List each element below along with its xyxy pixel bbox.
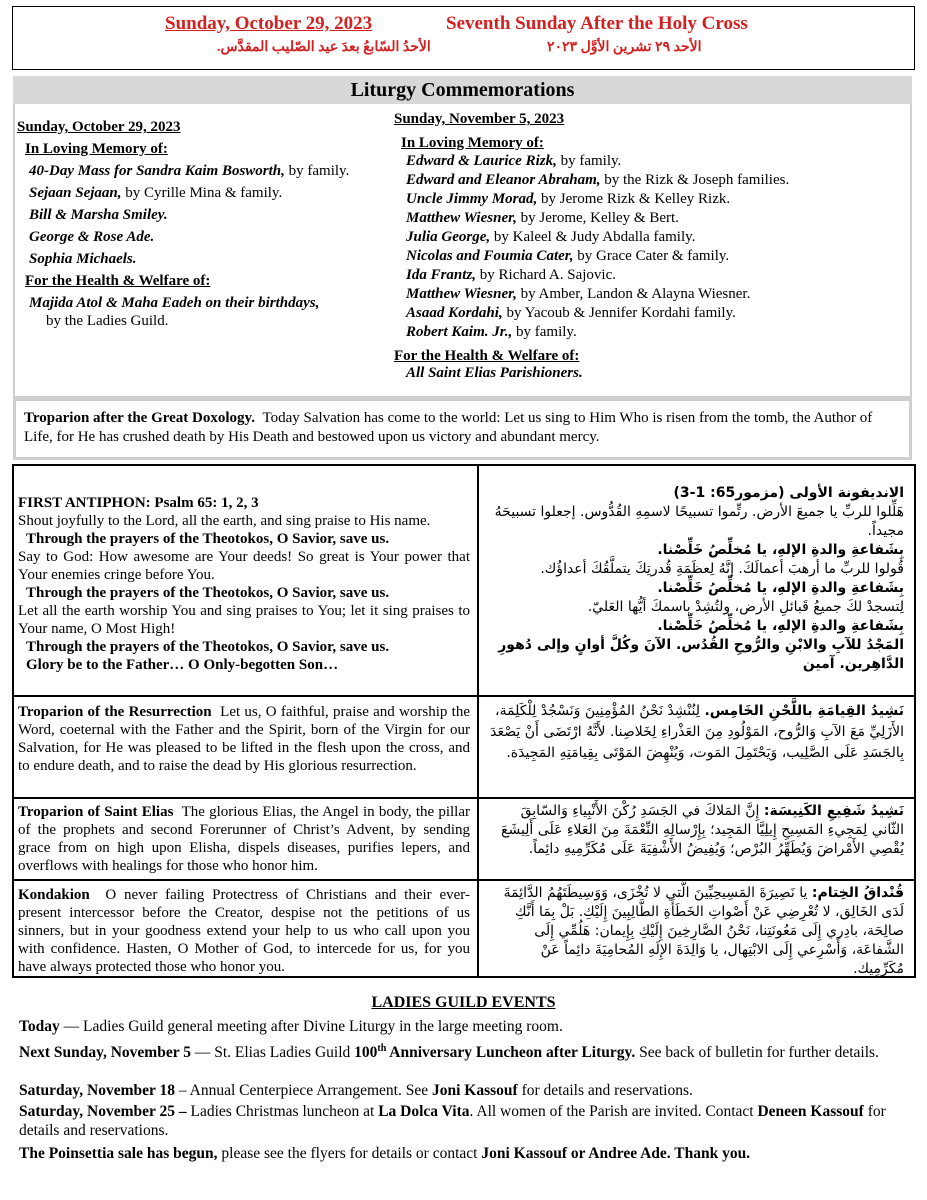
event-item: Saturday, November 25 – Ladies Christmas luncheon at La Dolca Vita. All women of the Parish are invited. Contact Deneen Kassouf for details and reservations. bbox=[19, 1103, 886, 1139]
elias-en bbox=[18, 803, 470, 875]
antiphon-en bbox=[18, 494, 470, 674]
right-memory-item: Edward and Eleanor Abraham, by the Rizk & Joseph families. bbox=[406, 172, 790, 188]
right-date: Sunday, November 5, 2023 bbox=[394, 111, 565, 127]
kondakion-ar-text: يا نَصِيرَةَ المَسِيحِيِّينَ الَّتي لا تُخْزَى، وَوَسِيطَتَهُمُ الدَّائِمَةَ لَدَى الخَالِق، لا تُعْرِضِي عَنْ أَصْواتِ الخَطَأَةِ الطَّالِبِينَ إِلَيْكِ. بَلْ بِمَا أَنَّكِ صالِحَة، بادِري إِلَى مَعُونَتِنا، نَحْنُ الصَّارِخِينَ إِلَيْكِ بِإِيمان: هَلُمِّي إِلَى الشَّفاعَة، وَأَسْرِعي إِلَى الابْتِهال، يا وَالِدَةَ الإِلَهِ المُحامِيَةَ دائِماً عَنْ مُكَرِّمِيك. bbox=[503, 885, 904, 977]
bulletin-header bbox=[12, 6, 915, 70]
antiphon-ar-refrain: بِشَفاعةِ والدةِ الإلهِ، يا مُخلِّصُ خَلِّصْنا. bbox=[657, 542, 904, 558]
troparion-doxology-title: Troparion after the Great Doxology. bbox=[24, 410, 255, 426]
header-sunday-en: Seventh Sunday After the Holy Cross bbox=[446, 13, 748, 34]
row-divider bbox=[12, 695, 916, 697]
left-health-by: by the Ladies Guild. bbox=[46, 313, 169, 329]
right-memory-item: Matthew Wiesner, by Jerome, Kelley & Bert. bbox=[406, 210, 679, 226]
antiphon-ar-title: الانديفونة الأولى (مزمور65: 1-3) bbox=[673, 485, 904, 501]
right-memory-item: Uncle Jimmy Morad, by Jerome Rizk & Kelley Rizk. bbox=[406, 191, 731, 207]
antiphon-ar bbox=[486, 484, 904, 674]
antiphon-verse: Shout joyfully to the Lord, all the earth, and sing praise to His name. bbox=[18, 513, 431, 529]
elias-title: Troparion of Saint Elias bbox=[18, 804, 174, 820]
elias-ar bbox=[486, 802, 904, 859]
kondakion-ar bbox=[486, 884, 904, 979]
right-health-heading: For the Health & Welfare of: bbox=[394, 348, 580, 364]
right-memory-item: Ida Frantz, by Richard A. Sajovic. bbox=[406, 267, 617, 283]
left-memory-item: George & Rose Ade. bbox=[29, 229, 155, 245]
antiphon-ar-verse: لِتسجدْ لكَ جميعُ قَبائلِ الأرض، ولتُشِدْ باسمكَ أيُّها العَليّ. bbox=[587, 599, 904, 615]
left-health-name: Majida Atol & Maha Eadeh on their birthdays, bbox=[29, 295, 320, 311]
row-divider bbox=[12, 879, 916, 881]
kondakion-ar-title: قُنْداقُ الخِتام: bbox=[811, 885, 904, 901]
antiphon-ar-verse: هَلِّلوا للربِّ يا جميعَ الأرض. رتِّموا تسبيحًا لاسمِهِ القُدُّوس. إجعلوا تسبيحَهُ مجيداً. bbox=[494, 504, 904, 539]
right-memory-item: Matthew Wiesner, by Amber, Landon & Alayna Wiesner. bbox=[406, 286, 751, 302]
antiphon-glory: Glory be to the Father… O Only-begotten Son… bbox=[26, 657, 339, 673]
header-sunday-ar: الأحدُ السّابعُ بعدَ عيد الصّليب المقدَّس. bbox=[217, 40, 431, 55]
resurrection-ar bbox=[486, 701, 904, 764]
resurrection-text: Let us, O faithful, praise and worship the Word, coeternal with the Father and the Spirit, born of the Virgin for our Salvation, for He was pleased to be lifted in the flesh upon the cross, and to endure death, and to raise the dead by His glorious resurrection. bbox=[18, 704, 470, 774]
elias-ar-title: نَشِيدُ شَفِيعِ الكَنِيسَة: bbox=[763, 803, 904, 819]
header-date-ar: الأحد ٢٩ تشرين الأوَّل ٢٠٢٣ bbox=[547, 40, 702, 55]
antiphon-refrain: Through the prayers of the Theotokos, O Savior, save us. bbox=[26, 531, 390, 547]
antiphon-title: FIRST ANTIPHON: Psalm 65: 1, 2, 3 bbox=[18, 495, 259, 511]
right-memory-heading: In Loving Memory of: bbox=[401, 135, 544, 151]
kondakion-en bbox=[18, 886, 470, 976]
left-date: Sunday, October 29, 2023 bbox=[17, 119, 181, 135]
commemorations-title: Liturgy Commemorations bbox=[13, 76, 912, 104]
resurrection-ar-text: لِنُنْشِدْ نَحْنُ المُؤْمِنِينَ وَنَسْجُدْ لِلْكَلِمَة، الأَزَلِيِّ مَعَ الآبِ وَالرُّوح، المَوْلُودِ مِنَ العَذْراءِ لِخَلاصِنا. لأَنَّهُ ارْتَضَى أَنْ يَصْعَدَ بِالجَسَدِ عَلَى الصَّلِيب، وَيَحْتَمِلَ المَوت، وَيُنْهِضَ المَوْتَى بِقِيامَتِهِ المَجِيدَة. bbox=[490, 703, 904, 761]
right-memory-item: Asaad Kordahi, by Yacoub & Jennifer Kordahi family. bbox=[406, 305, 736, 321]
left-memory-item: Sophia Michaels. bbox=[29, 251, 137, 267]
left-health-heading: For the Health & Welfare of: bbox=[25, 273, 211, 289]
elias-ar-text: إِنَّ المَلاكَ في الجَسَدِ رُكْنَ الأَنْبِياءِ وَالسّابِقَ الثّاني لِمَجِيءِ المَسِيحِ إِيلِيَّا المَجِيد؛ بِإِرْسالِهِ النِّعْمَةَ مِنَ العَلاءِ عَلَى أَلِيشَعَ يُقْصِي الأَمْراضَ وَيُطَهِّرُ البُرْص؛ وَيُفِيضُ الأَشْفِيَةَ عَلَى مُكَرِّمِيهِ دائِماً. bbox=[501, 803, 904, 857]
antiphon-refrain: Through the prayers of the Theotokos, O Savior, save us. bbox=[26, 585, 390, 601]
antiphon-refrain: Through the prayers of the Theotokos, O Savior, save us. bbox=[26, 639, 390, 655]
kondakion-text: O never failing Protectress of Christians and their ever-present intercessor before the Creator, despise not the petitions of us sinners, but in your goodness extend your help to us who call upon you with confidence. Hasten, O Mother of God, to intercede for us, for you have always protected those who honor you. bbox=[18, 887, 470, 975]
event-item: Next Sunday, November 5 — St. Elias Ladies Guild 100th Anniversary Luncheon after Liturgy. See back of bulletin for further details. bbox=[19, 1043, 879, 1062]
antiphon-verse: Say to God: How awesome are Your deeds! So great is Your power that Your enemies cringe before You. bbox=[18, 549, 470, 583]
header-date-en: Sunday, October 29, 2023 bbox=[165, 13, 373, 34]
column-divider bbox=[477, 464, 479, 978]
antiphon-ar-glory: المَجْدُ للآبِ والابْنِ والرُّوحِ القُدُس. الآنَ وكُلَّ أوانٍ وإلى دُهورِ الدَّاهِرين. آمين bbox=[498, 637, 904, 672]
right-health-name: All Saint Elias Parishioners. bbox=[406, 365, 583, 381]
resurrection-ar-title: نَشِيدُ القِيامَةِ باللَّحْنِ الخَامِس. bbox=[704, 703, 904, 719]
right-memory-item: Edward & Laurice Rizk, by family. bbox=[406, 153, 622, 169]
left-memory-item: Sejaan Sejaan, by Cyrille Mina & family. bbox=[29, 185, 283, 201]
kondakion-title: Kondakion bbox=[18, 887, 90, 903]
row-divider bbox=[12, 797, 916, 799]
event-item: Today — Ladies Guild general meeting after Divine Liturgy in the large meeting room. bbox=[19, 1018, 563, 1035]
antiphon-ar-verse: قُولوا للربِّ ما أرهبَ أعمالَكَ. إنَّهُ لِعظَمَةِ قُدرتِكَ يتملَّقُكَ أعداؤُك. bbox=[540, 561, 904, 577]
right-memory-item: Nicolas and Foumia Cater, by Grace Cater & family. bbox=[406, 248, 730, 264]
resurrection-title: Troparion of the Resurrection bbox=[18, 704, 212, 720]
antiphon-verse: Let all the earth worship You and sing praises to You; let it sing praises to Your name, O Most High! bbox=[18, 603, 470, 637]
troparion-doxology-text: Today Salvation has come to the world: Let us sing to Him Who is risen from the tomb, the Author of Life, for He has crushed death by His Death and bestowed upon us victory and abundant mercy. bbox=[24, 410, 873, 445]
event-item: Saturday, November 18 – Annual Centerpiece Arrangement. See Joni Kassouf for details and reservations. bbox=[19, 1082, 693, 1099]
left-memory-item: Bill & Marsha Smiley. bbox=[29, 207, 168, 223]
troparion-doxology-box bbox=[13, 398, 912, 460]
left-memory-item: 40-Day Mass for Sandra Kaim Bosworth, by family. bbox=[29, 163, 350, 179]
elias-text: The glorious Elias, the Angel in body, the pillar of the prophets and second Forerunner of Christ’s Advent, by sending grace from on high upon Elisha, dispels diseases, purifies lepers, and overflows with healings for those who honor him. bbox=[18, 804, 470, 874]
right-memory-item: Robert Kaim. Jr., by family. bbox=[406, 324, 577, 340]
event-item: The Poinsettia sale has begun, please see the flyers for details or contact Joni Kassouf or Andree Ade. Thank you. bbox=[19, 1145, 751, 1162]
events-title: LADIES GUILD EVENTS bbox=[371, 994, 556, 1011]
right-memory-item: Julia George, by Kaleel & Judy Abdalla family. bbox=[406, 229, 696, 245]
antiphon-ar-refrain: بِشَفاعةِ والدةِ الإلهِ، يا مُخلِّصُ خَلِّصْنا. bbox=[657, 580, 904, 596]
resurrection-en bbox=[18, 703, 470, 775]
left-memory-heading: In Loving Memory of: bbox=[25, 141, 168, 157]
antiphon-ar-refrain: بِشَفاعةِ والدةِ الإلهِ، يا مُخلِّصُ خَلِّصْنا. bbox=[657, 618, 904, 634]
